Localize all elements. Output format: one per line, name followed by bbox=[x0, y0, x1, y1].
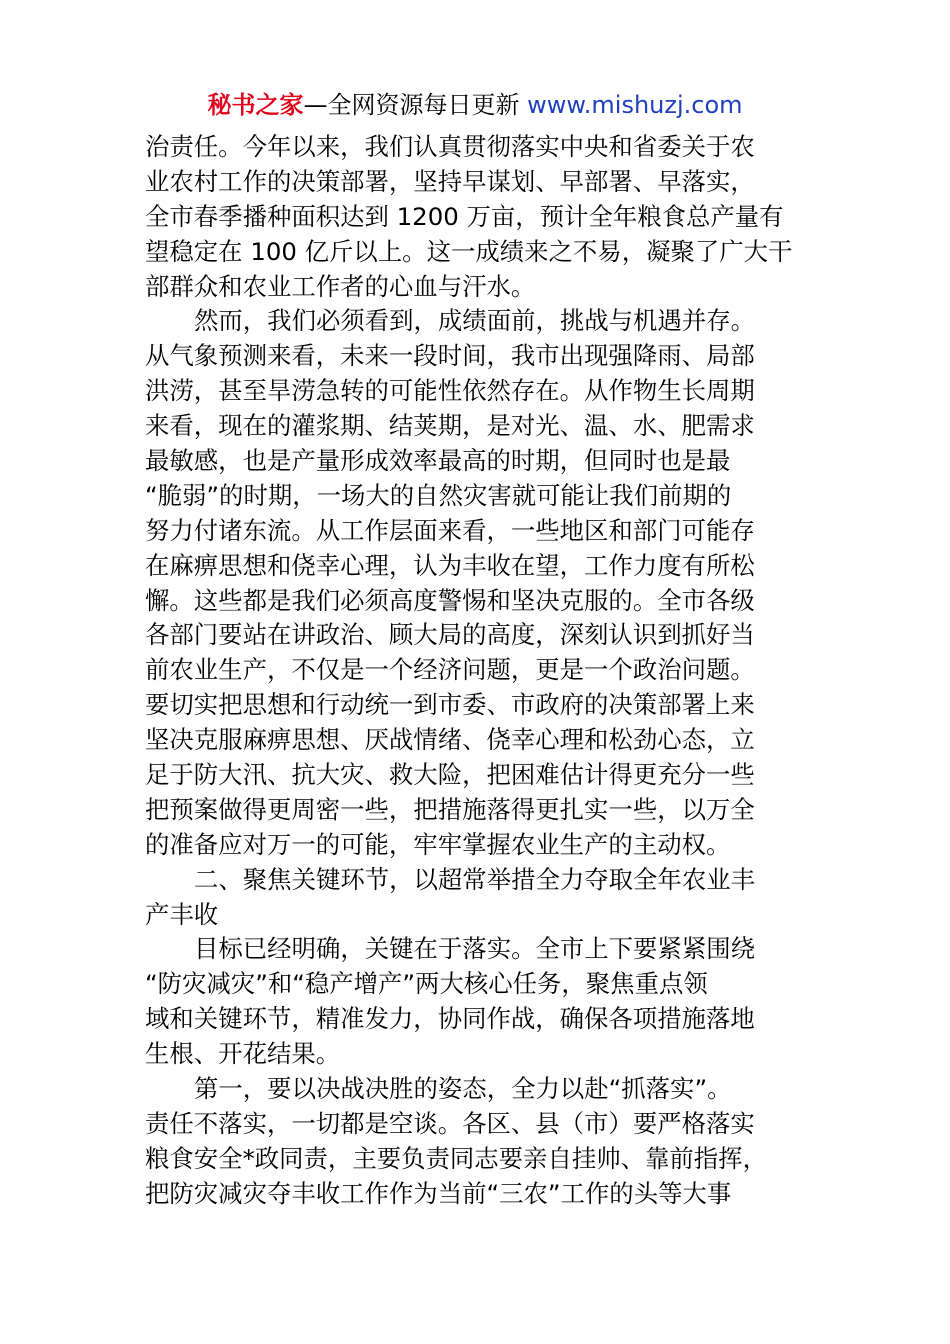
body-line: 域和关键环节，精准发力，协同作战，确保各项措施落地 bbox=[145, 1004, 755, 1034]
paragraph-first-line: 第一，要以决战决胜的姿态，全力以赴“抓落实”。 bbox=[194, 1074, 732, 1104]
body-line: “脆弱”的时期，一场大的自然灾害就可能让我们前期的 bbox=[145, 480, 732, 510]
body-line: 各部门要站在讲政治、顾大局的高度，深刻认识到抓好当 bbox=[145, 620, 755, 650]
body-line: 业农村工作的决策部署，坚持早谋划、早部署、早落实， bbox=[145, 166, 755, 196]
body-line: 在麻痹思想和侥幸心理，认为丰收在望，工作力度有所松 bbox=[145, 550, 755, 580]
body-line: 把防灾减灾夺丰收工作作为当前“三农”工作的头等大事 bbox=[145, 1178, 732, 1208]
section-heading-continued: 产丰收 bbox=[145, 899, 219, 929]
paragraph-first-line: 目标已经明确，关键在于落实。全市上下要紧紧围绕 bbox=[194, 934, 755, 964]
body-line: 洪涝，甚至旱涝急转的可能性依然存在。从作物生长周期 bbox=[145, 376, 755, 406]
body-line: 来看，现在的灌浆期、结荚期，是对光、温、水、肥需求 bbox=[145, 411, 755, 441]
page-header bbox=[0, 88, 950, 122]
body-line: 最敏感，也是产量形成效率最高的时期，但同时也是最 bbox=[145, 446, 731, 476]
body-line: 足于防大汛、抗大灾、救大险，把困难估计得更充分一些 bbox=[145, 760, 755, 790]
body-line: 把预案做得更周密一些，把措施落得更扎实一些，以万全 bbox=[145, 794, 755, 824]
body-line: 懈。这些都是我们必须高度警惕和坚决克服的。全市各级 bbox=[145, 585, 755, 615]
body-line: 治责任。今年以来，我们认真贯彻落实中央和省委关于农 bbox=[145, 132, 755, 161]
body-line: 部群众和农业工作者的心血与汗水。 bbox=[145, 271, 536, 301]
body-line: “防灾减灾”和“稳产增产”两大核心任务，聚焦重点领 bbox=[145, 969, 708, 999]
body-line: 责任不落实，一切都是空谈。各区、县（市）要严格落实 bbox=[145, 1108, 755, 1138]
body-line: 粮食安全*政同责，主要负责同志要亲自挂帅、靠前指挥， bbox=[145, 1143, 767, 1173]
body-line: 要切实把思想和行动统一到市委、市政府的决策部署上来 bbox=[145, 690, 755, 720]
paragraph-first-line: 然而，我们必须看到，成绩面前，挑战与机遇并存。 bbox=[194, 306, 755, 336]
body-line: 从气象预测来看，未来一段时间，我市出现强降雨、局部 bbox=[145, 341, 755, 371]
body-line: 前农业生产，不仅是一个经济问题，更是一个政治问题。 bbox=[145, 655, 755, 685]
document-body bbox=[145, 130, 807, 1212]
header-tagline: —全网资源每日更新 bbox=[303, 91, 528, 119]
body-line: 的准备应对万一的可能，牢牢掌握农业生产的主动权。 bbox=[145, 829, 731, 859]
body-line: 努力付诸东流。从工作层面来看，一些地区和部门可能存 bbox=[145, 515, 755, 545]
body-line: 生根、开花结果。 bbox=[145, 1039, 341, 1069]
brand-name: 秘书之家 bbox=[207, 91, 304, 119]
section-heading: 二、聚焦关键环节，以超常举措全力夺取全年农业丰 bbox=[194, 864, 755, 894]
body-line: 全市春季播种面积达到 1200 万亩，预计全年粮食总产量有 bbox=[145, 201, 784, 231]
site-url-link[interactable]: www.mishuzj.com bbox=[527, 91, 743, 119]
body-line: 坚决克服麻痹思想、厌战情绪、侥幸心理和松劲心态，立 bbox=[145, 725, 755, 755]
body-line: 望稳定在 100 亿斤以上。这一成绩来之不易，凝聚了广大干 bbox=[145, 236, 793, 266]
